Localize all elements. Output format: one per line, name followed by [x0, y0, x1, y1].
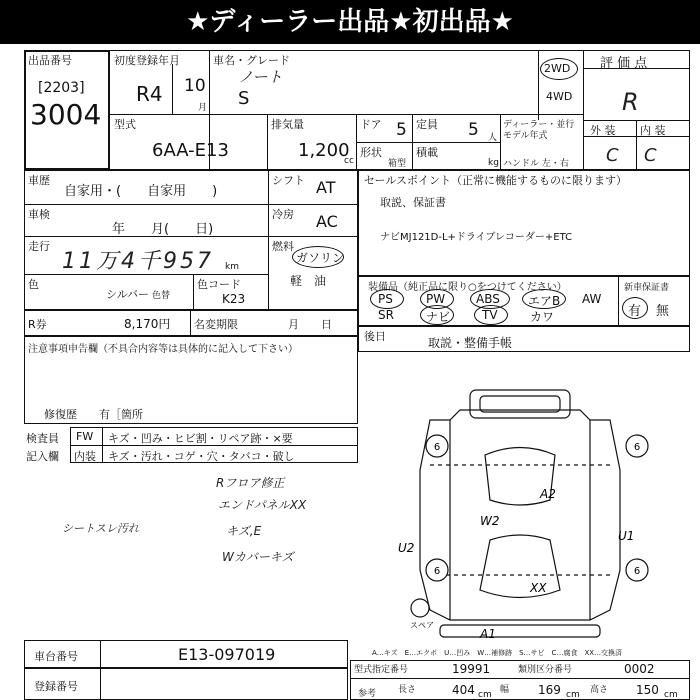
- model-value: 6AA-E13: [152, 140, 229, 161]
- sales-line-2: ナビMJ121D-L+ドライブレコーダー+ETC: [380, 232, 573, 243]
- equip-pw: PW: [426, 292, 446, 306]
- mileage-value: 11万4千957: [62, 249, 214, 274]
- color-value: シルバー: [106, 288, 149, 301]
- warranty-circle: [622, 297, 648, 319]
- reg-month-unit: 月: [198, 103, 208, 113]
- equip-aw: AW: [582, 292, 602, 306]
- car-diagram: [390, 370, 690, 650]
- mark-u2: U2: [398, 541, 415, 555]
- equip-tv: TV: [482, 308, 498, 322]
- load-label: 積載: [416, 146, 438, 159]
- mark-u1: U1: [618, 529, 635, 543]
- banner: ★ディーラー出品★初出品★: [0, 0, 700, 44]
- drive-2wd: 2WD: [544, 62, 571, 75]
- diagram-legend: A…キズ E…エクボ U…凹み W…補修跡 S…サビ C…腐食 XX…交換済: [372, 649, 623, 657]
- mark-xx: XX: [530, 581, 547, 595]
- registration-label: 登録番号: [34, 680, 78, 693]
- eval-score: R: [622, 88, 639, 116]
- inspection-value: 年 月( 日): [112, 222, 214, 237]
- fuel-value: ガソリン: [296, 251, 345, 265]
- car-name-label: 車名・グレード: [213, 54, 290, 67]
- airbag-circle: [522, 289, 566, 309]
- ps-circle: [370, 289, 404, 309]
- wheel-6-rl: 6: [433, 566, 441, 577]
- length-value: 404: [452, 683, 475, 697]
- sales-line-1: 取説、保証書: [380, 196, 446, 209]
- entry-interior: 内装: [74, 450, 96, 463]
- name-change-value: 月 日: [288, 318, 332, 331]
- navi-circle: [420, 305, 454, 325]
- dealer-label: ディーラー・並行: [503, 120, 575, 130]
- height-unit: cm: [664, 690, 678, 700]
- equip-navi: ナビ: [426, 310, 451, 324]
- capacity-label: 定員: [416, 118, 438, 131]
- mark-w2: W2: [480, 514, 500, 528]
- inspector-label: 検査員: [26, 432, 59, 445]
- width-unit: cm: [566, 690, 580, 700]
- length-label: 長さ: [398, 685, 417, 695]
- color-change: 色替: [152, 291, 171, 301]
- interior-label: 内 装: [640, 124, 666, 137]
- color-code-value: K23: [222, 292, 246, 306]
- displacement-unit: cc: [344, 156, 354, 166]
- drive-4wd: 4WD: [546, 90, 573, 103]
- mark-a1: A1: [480, 627, 496, 641]
- mileage-label: 走行: [28, 240, 50, 253]
- reg-month: 10: [184, 76, 206, 96]
- notes-label: 注意事項申告欄（不具合内容等は具体的に記入して下さい）: [28, 344, 298, 355]
- lot-number: 3004: [30, 98, 102, 131]
- exterior-value: C: [606, 145, 619, 166]
- doors-label: ドア: [360, 118, 382, 131]
- inspector-note-2: エンドパネルXX: [218, 498, 307, 512]
- equip-abs: ABS: [476, 292, 500, 306]
- category-value: 自家用・( 自家用 ): [64, 184, 218, 199]
- chassis-label: 車台番号: [34, 650, 78, 663]
- exterior-label: 外 装: [590, 124, 616, 137]
- equip-sr: SR: [378, 308, 394, 322]
- shape-value: 箱型: [388, 159, 407, 169]
- inspector-items: キズ・凹み・ヒビ割・リペア跡・×要: [108, 432, 293, 445]
- name-change-label: 名変期限: [194, 318, 238, 331]
- era-year: R4: [136, 82, 163, 106]
- entry-label: 記入欄: [26, 450, 59, 463]
- equipment-label: 装備品（純正品に限り○をつけてください）: [368, 282, 567, 293]
- inspector-note-3: キズ,E: [226, 524, 262, 538]
- capacity-value: 5: [468, 120, 479, 140]
- model-label: 型式: [114, 118, 136, 131]
- type-no-value: 19991: [452, 662, 491, 676]
- aircon-label: 冷房: [272, 208, 294, 221]
- load-unit: kg: [488, 158, 499, 168]
- width-label: 幅: [500, 685, 510, 695]
- after-value: 取説・整備手帳: [428, 336, 513, 350]
- model-year-label: モデル年式: [503, 131, 548, 141]
- recycle-value: 8,170円: [124, 317, 171, 331]
- recycle-label: R券: [28, 318, 47, 331]
- width-value: 169: [538, 683, 561, 697]
- wheel-6-rr: 6: [633, 566, 641, 577]
- car-grade: S: [238, 88, 250, 109]
- chassis-value: E13-097019: [178, 645, 276, 664]
- inspector-fw: FW: [76, 430, 94, 443]
- entry-items: キズ・汚れ・コゲ・穴・タバコ・破し: [108, 450, 295, 463]
- shape-label: 形状: [360, 146, 382, 159]
- lot-label: 出品番号: [28, 54, 72, 67]
- class-no-value: 0002: [624, 662, 655, 676]
- equip-airbag: エアB: [528, 294, 561, 308]
- warranty-no: 無: [656, 304, 670, 319]
- capacity-unit: 人: [488, 133, 498, 143]
- height-label: 高さ: [590, 685, 609, 695]
- handle-label: ハンドル 左・右: [503, 159, 569, 169]
- repair-label: 修復歴 有［箇所: [44, 408, 143, 421]
- spare-label: スペア: [410, 621, 434, 630]
- first-reg-label: 初度登録年月: [114, 54, 180, 67]
- mark-a2: A2: [540, 487, 556, 501]
- shift-label: シフト: [272, 174, 305, 187]
- color-code-label: 色コード: [197, 278, 241, 291]
- displacement-label: 排気量: [271, 118, 304, 131]
- color-label: 色: [28, 278, 39, 291]
- wheel-6-fr: 6: [633, 442, 641, 453]
- shift-value: AT: [316, 178, 336, 197]
- ref-label: 参考: [358, 689, 377, 699]
- equip-ps: PS: [378, 292, 393, 306]
- aircon-value: AC: [316, 212, 338, 231]
- class-no-label: 類別区分番号: [518, 665, 573, 675]
- warranty-yes: 有: [628, 304, 642, 319]
- wheel-6-fl: 6: [433, 442, 441, 453]
- category-label: 車歴: [28, 174, 50, 187]
- tv-circle: [474, 305, 508, 325]
- eval-label: 評 価 点: [600, 56, 648, 71]
- after-frame: [358, 326, 690, 352]
- inspector-note-4: Wカバーキズ: [222, 550, 294, 564]
- type-no-label: 型式指定番号: [354, 665, 409, 675]
- lot-sub: [2203]: [38, 80, 85, 96]
- displacement-value: 1,200: [298, 140, 350, 161]
- after-label: 後日: [364, 330, 386, 343]
- length-unit: cm: [478, 690, 492, 700]
- mileage-unit: km: [225, 262, 239, 272]
- warranty-label: 新車保証書: [624, 283, 670, 293]
- fuel-label: 燃料: [272, 240, 294, 253]
- interior-value: C: [644, 145, 657, 166]
- height-value: 150: [636, 683, 659, 697]
- doors-value: 5: [396, 120, 407, 140]
- fuel-value2: 軽 油: [290, 274, 327, 288]
- left-note: シートスレ汚れ: [62, 522, 139, 535]
- inspector-note-1: Rフロア修正: [216, 476, 285, 490]
- sales-label: セールスポイント（正常に機能するものに限ります）: [364, 174, 628, 187]
- equip-leather: カワ: [530, 310, 555, 324]
- inspection-label: 車検: [28, 208, 50, 221]
- car-name: ノート: [238, 68, 283, 86]
